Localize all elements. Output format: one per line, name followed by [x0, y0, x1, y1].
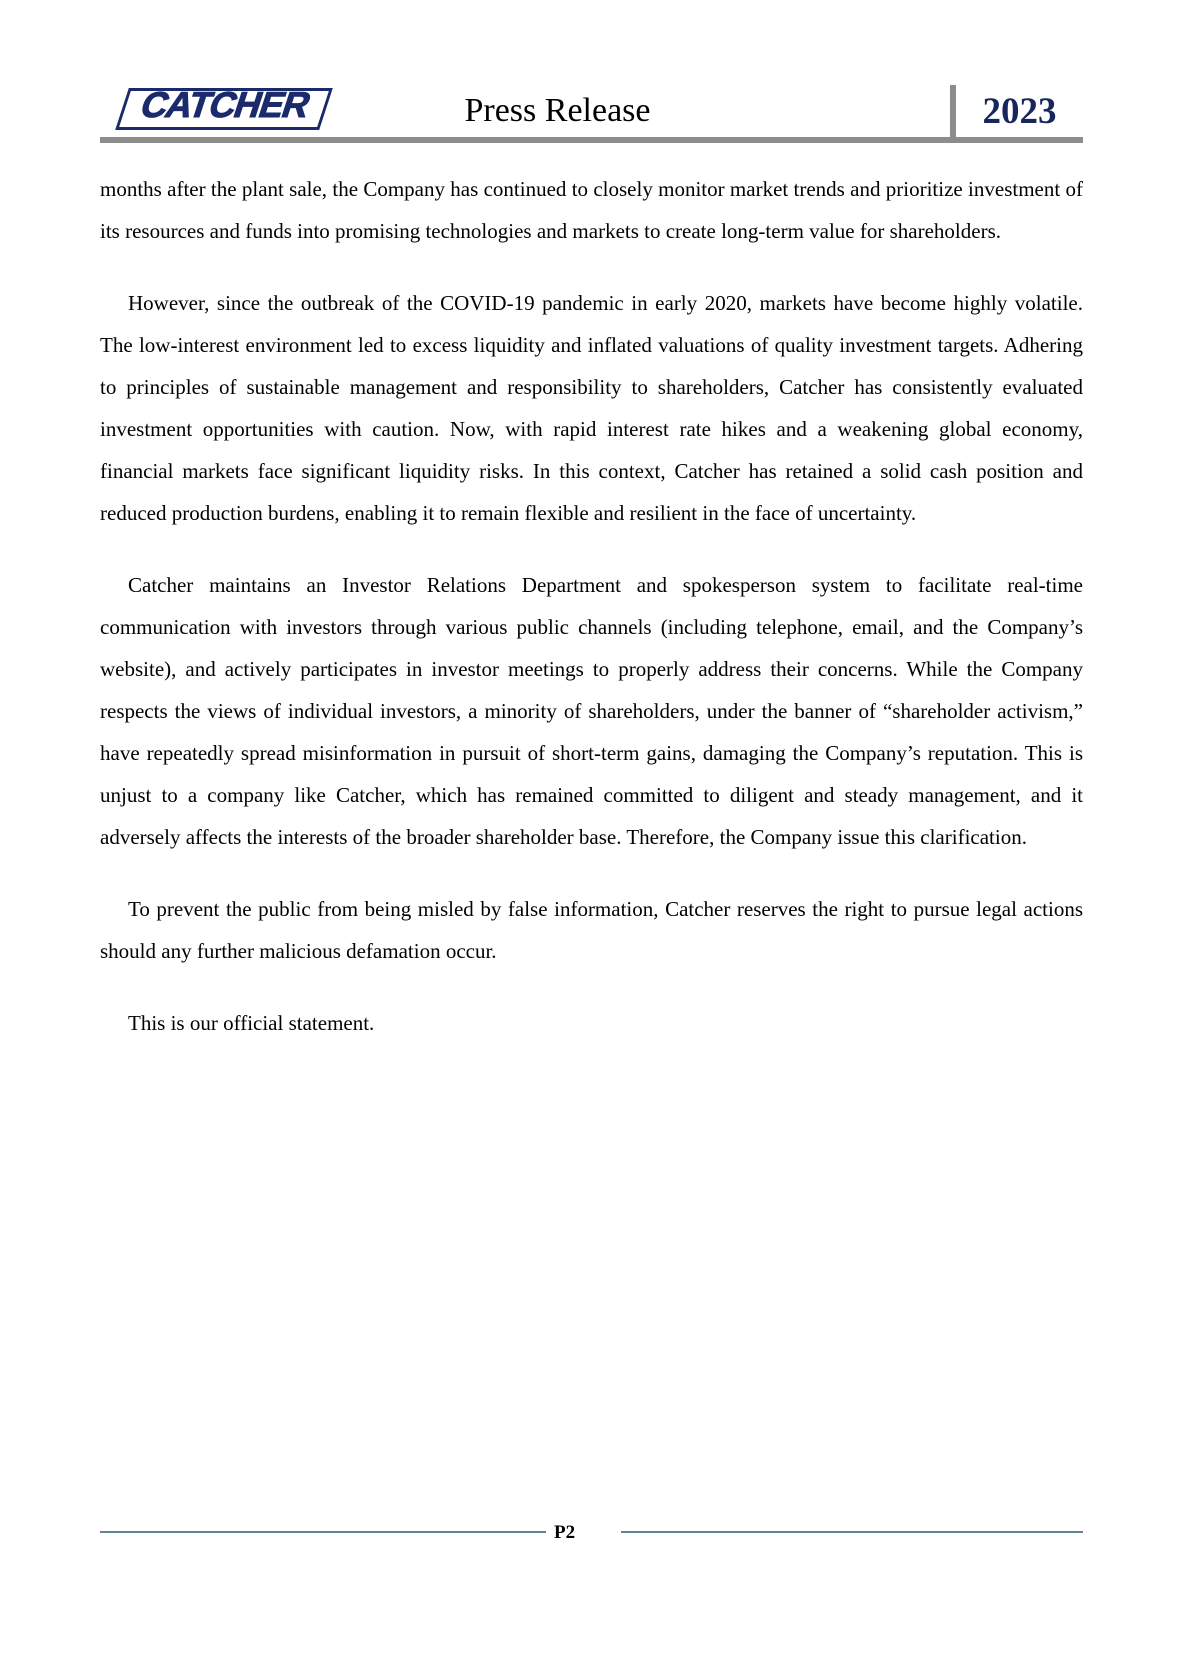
paragraph-official-statement: This is our official statement. [128, 1011, 375, 1035]
document-body [100, 168, 1083, 1074]
page-number: P2 [554, 1521, 576, 1543]
paragraph-legal-actions: To prevent the public from being misled by false information, Catcher reserves the right to pursue legal actions should any further malicious defamation occur. [100, 897, 1083, 963]
footer [100, 1520, 1083, 1544]
catcher-logo-text: CATCHER [135, 84, 316, 125]
header-year: 2023 [982, 90, 1057, 132]
page-title: Press Release [464, 91, 651, 129]
header-year-box [950, 85, 1083, 137]
header [100, 60, 1083, 143]
paragraph-continuation: months after the plant sale, the Company has continued to closely monitor market trends and prioritize investment of its resources and funds into promising technologies and markets to create long-term value for shareholders. [100, 177, 1083, 243]
footer-rule-left [100, 1531, 546, 1533]
paragraph-investor-relations: Catcher maintains an Investor Relations Department and spokesperson system to facilitate real-time communication with investors through various public channels (including telephone, email, and the Company’s website), and actively participates in investor meetings to properly address their concerns. While the Company respects the views of individual investors, a minority of shareholders, under the banner of “shareholder activism,” have repeatedly spread misinformation in pursuit of short-term gains, damaging the Company’s reputation. This is unjust to a company like Catcher, which has remained committed to diligent and steady management, and it adversely affects the interests of the broader shareholder base. Therefore, the Company issue this clarification. [100, 573, 1083, 849]
paragraph-market-volatility: However, since the outbreak of the COVID-19 pandemic in early 2020, markets have become highly volatile. The low-interest environment led to excess liquidity and inflated valuations of quality investment targets. Adhering to principles of sustainable management and responsibility to shareholders, Catcher has consistently evaluated investment opportunities with caution. Now, with rapid interest rate hikes and a weakening global economy, financial markets face significant liquidity risks. In this context, Catcher has retained a solid cash position and reduced production burdens, enabling it to remain flexible and resilient in the face of uncertainty. [100, 291, 1083, 525]
footer-rule-right [621, 1531, 1083, 1533]
